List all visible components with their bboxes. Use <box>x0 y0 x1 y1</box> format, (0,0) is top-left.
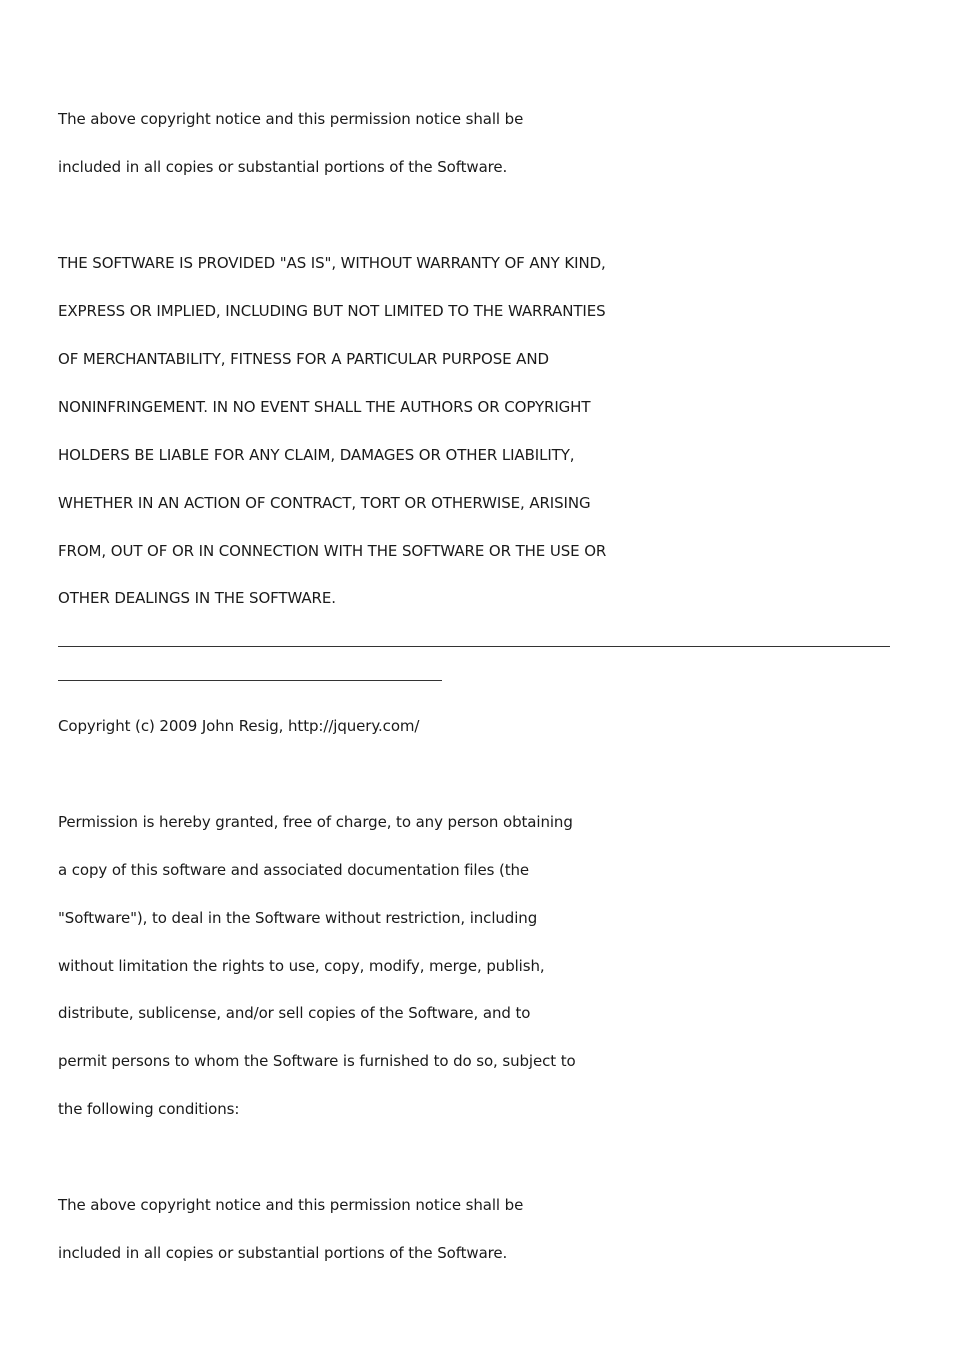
notice-line-3: The above copyright notice and this permission notice shall be <box>58 1196 524 1214</box>
warranty-line-7: FROM, OUT OF OR IN CONNECTION WITH THE SOFTWARE OR THE USE OR <box>58 542 607 560</box>
permission-line-3: "Software"), to deal in the Software without restriction, including <box>58 909 538 927</box>
separator-rule-short <box>58 680 442 681</box>
warranty-line-2: EXPRESS OR IMPLIED, INCLUDING BUT NOT LIMITED TO THE WARRANTIES <box>58 302 606 320</box>
warranty-line-3: OF MERCHANTABILITY, FITNESS FOR A PARTICULAR PURPOSE AND <box>58 350 549 368</box>
warranty-line-8: OTHER DEALINGS IN THE SOFTWARE. <box>58 589 336 607</box>
warranty-line-1: THE SOFTWARE IS PROVIDED "AS IS", WITHOUT WARRANTY OF ANY KIND, <box>58 254 606 272</box>
permission-line-6: permit persons to whom the Software is furnished to do so, subject to <box>58 1052 576 1070</box>
permission-line-1: Permission is hereby granted, free of charge, to any person obtaining <box>58 813 573 831</box>
copyright-line: Copyright (c) 2009 John Resig, http://jquery.com/ <box>58 717 420 735</box>
permission-line-5: distribute, sublicense, and/or sell copies of the Software, and to <box>58 1004 531 1022</box>
permission-line-2: a copy of this software and associated documentation files (the <box>58 861 530 879</box>
warranty-line-4: NONINFRINGEMENT. IN NO EVENT SHALL THE AUTHORS OR COPYRIGHT <box>58 398 591 416</box>
warranty-line-6: WHETHER IN AN ACTION OF CONTRACT, TORT OR OTHERWISE, ARISING <box>58 494 591 512</box>
notice-line-2: included in all copies or substantial portions of the Software. <box>58 158 508 176</box>
permission-line-7: the following conditions: <box>58 1100 240 1118</box>
notice-line-1: The above copyright notice and this permission notice shall be <box>58 110 524 128</box>
separator-rule-long <box>58 646 890 647</box>
permission-line-4: without limitation the rights to use, copy, modify, merge, publish, <box>58 957 545 975</box>
warranty-line-5: HOLDERS BE LIABLE FOR ANY CLAIM, DAMAGES OR OTHER LIABILITY, <box>58 446 575 464</box>
notice-line-4: included in all copies or substantial portions of the Software. <box>58 1244 508 1262</box>
